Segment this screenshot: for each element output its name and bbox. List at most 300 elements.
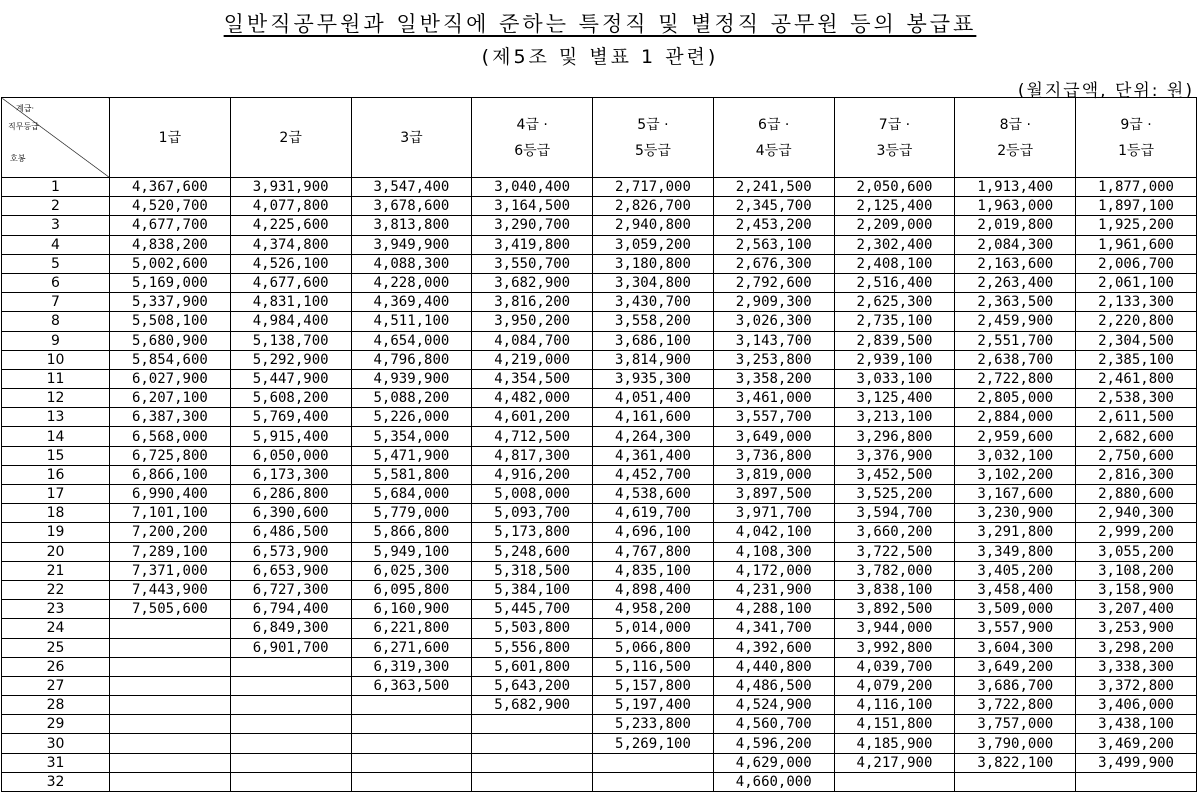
- table-row: [2, 465, 1197, 484]
- salary-cell: [472, 715, 593, 734]
- salary-cell: 5,318,500: [472, 561, 593, 580]
- salary-cell: 4,185,900: [834, 734, 955, 753]
- salary-cell: 2,263,400: [955, 273, 1076, 292]
- salary-cell: 2,459,900: [955, 312, 1076, 331]
- salary-cell: 4,524,900: [713, 696, 834, 715]
- salary-cell: [351, 734, 472, 753]
- salary-cell: 4,835,100: [593, 561, 714, 580]
- salary-cell: 2,019,800: [955, 216, 1076, 235]
- salary-cell: 4,392,600: [713, 638, 834, 657]
- step-cell: 32: [2, 772, 110, 791]
- salary-cell: 1,925,200: [1076, 216, 1197, 235]
- step-cell: 12: [2, 389, 110, 408]
- unit-note: (월지급액, 단위: 원): [1017, 81, 1194, 101]
- step-cell: 19: [2, 523, 110, 542]
- salary-cell: 3,376,900: [834, 446, 955, 465]
- table-row: [2, 254, 1197, 273]
- step-cell: 13: [2, 408, 110, 427]
- salary-cell: 5,002,600: [110, 254, 231, 273]
- step-cell: 9: [2, 331, 110, 350]
- step-cell: 29: [2, 715, 110, 734]
- salary-cell: 6,727,300: [230, 580, 351, 599]
- salary-cell: 3,180,800: [593, 254, 714, 273]
- salary-cell: 3,452,500: [834, 465, 955, 484]
- salary-cell: 7,289,100: [110, 542, 231, 561]
- salary-cell: 4,677,700: [110, 216, 231, 235]
- salary-cell: 2,385,100: [1076, 350, 1197, 369]
- salary-cell: [230, 715, 351, 734]
- salary-cell: 3,944,000: [834, 619, 955, 638]
- salary-cell: [472, 753, 593, 772]
- salary-cell: 2,682,600: [1076, 427, 1197, 446]
- salary-cell: 2,792,600: [713, 273, 834, 292]
- salary-cell: 2,939,100: [834, 350, 955, 369]
- salary-cell: 2,999,200: [1076, 523, 1197, 542]
- grade-header-4: [472, 98, 593, 178]
- salary-cell: 5,769,400: [230, 408, 351, 427]
- table-row: [2, 389, 1197, 408]
- salary-cell: 2,611,500: [1076, 408, 1197, 427]
- salary-cell: 4,796,800: [351, 350, 472, 369]
- salary-cell: [351, 715, 472, 734]
- salary-cell: 3,033,100: [834, 369, 955, 388]
- salary-cell: 5,093,700: [472, 504, 593, 523]
- salary-cell: 6,990,400: [110, 485, 231, 504]
- salary-cell: 4,077,800: [230, 197, 351, 216]
- salary-cell: 4,228,000: [351, 273, 472, 292]
- salary-cell: 6,095,800: [351, 580, 472, 599]
- salary-cell: 3,649,000: [713, 427, 834, 446]
- table-row: [2, 427, 1197, 446]
- salary-cell: 4,619,700: [593, 504, 714, 523]
- salary-cell: 5,779,000: [351, 504, 472, 523]
- salary-cell: 4,767,800: [593, 542, 714, 561]
- salary-cell: 4,712,500: [472, 427, 593, 446]
- grade-header-2: [230, 98, 351, 178]
- grade-header-line: 7급 ·: [878, 116, 911, 133]
- salary-cell: [472, 772, 593, 791]
- salary-cell: 1,913,400: [955, 178, 1076, 197]
- salary-cell: 6,901,700: [230, 638, 351, 657]
- salary-cell: [351, 696, 472, 715]
- salary-cell: [472, 734, 593, 753]
- salary-cell: 6,050,000: [230, 446, 351, 465]
- salary-cell: 2,625,300: [834, 293, 955, 312]
- salary-cell: 2,304,500: [1076, 331, 1197, 350]
- salary-cell: 4,958,200: [593, 600, 714, 619]
- salary-cell: 4,654,000: [351, 331, 472, 350]
- salary-table-body: [2, 178, 1197, 792]
- salary-cell: 6,866,100: [110, 465, 231, 484]
- salary-cell: 2,884,000: [955, 408, 1076, 427]
- salary-cell: 4,601,200: [472, 408, 593, 427]
- step-cell: 16: [2, 465, 110, 484]
- salary-cell: 4,511,100: [351, 312, 472, 331]
- salary-cell: 6,794,400: [230, 600, 351, 619]
- salary-cell: 5,157,800: [593, 676, 714, 695]
- salary-cell: 5,337,900: [110, 293, 231, 312]
- step-cell: 26: [2, 657, 110, 676]
- salary-cell: 3,291,800: [955, 523, 1076, 542]
- salary-cell: 3,108,200: [1076, 561, 1197, 580]
- salary-cell: [110, 772, 231, 791]
- salary-cell: 3,682,900: [472, 273, 593, 292]
- salary-cell: 3,722,500: [834, 542, 955, 561]
- salary-cell: 4,526,100: [230, 254, 351, 273]
- grade-header-line: 5급 ·: [637, 116, 669, 133]
- salary-cell: 2,125,400: [834, 197, 955, 216]
- salary-cell: 6,207,100: [110, 389, 231, 408]
- salary-cell: 2,084,300: [955, 235, 1076, 254]
- table-row: [2, 600, 1197, 619]
- salary-cell: 4,660,000: [713, 772, 834, 791]
- salary-cell: 5,233,800: [593, 715, 714, 734]
- salary-cell: 2,006,700: [1076, 254, 1197, 273]
- salary-cell: 4,916,200: [472, 465, 593, 484]
- salary-cell: 3,971,700: [713, 504, 834, 523]
- salary-cell: 6,568,000: [110, 427, 231, 446]
- salary-table: [1, 97, 1197, 792]
- salary-cell: [110, 696, 231, 715]
- salary-cell: 3,406,000: [1076, 696, 1197, 715]
- salary-cell: 3,949,900: [351, 235, 472, 254]
- table-row: [2, 734, 1197, 753]
- table-row: [2, 312, 1197, 331]
- salary-cell: 4,696,100: [593, 523, 714, 542]
- salary-cell: 7,101,100: [110, 504, 231, 523]
- salary-cell: 3,405,200: [955, 561, 1076, 580]
- table-row: [2, 216, 1197, 235]
- step-cell: 4: [2, 235, 110, 254]
- salary-cell: 3,931,900: [230, 178, 351, 197]
- grade-header-line: 3급: [400, 129, 423, 146]
- salary-cell: 3,558,200: [593, 312, 714, 331]
- salary-cell: [110, 619, 231, 638]
- grade-header-line: 6급 ·: [758, 116, 790, 133]
- grade-header-5: [593, 98, 714, 178]
- salary-cell: 4,039,700: [834, 657, 955, 676]
- step-cell: 8: [2, 312, 110, 331]
- salary-cell: 3,230,900: [955, 504, 1076, 523]
- salary-cell: 2,363,500: [955, 293, 1076, 312]
- salary-cell: 5,866,800: [351, 523, 472, 542]
- table-row: [2, 580, 1197, 599]
- salary-cell: [230, 657, 351, 676]
- salary-cell: 2,909,300: [713, 293, 834, 312]
- salary-cell: 3,604,300: [955, 638, 1076, 657]
- salary-cell: 6,387,300: [110, 408, 231, 427]
- salary-cell: [230, 676, 351, 695]
- salary-cell: 3,782,000: [834, 561, 955, 580]
- salary-cell: 5,556,800: [472, 638, 593, 657]
- salary-cell: 2,302,400: [834, 235, 955, 254]
- salary-cell: 5,508,100: [110, 312, 231, 331]
- salary-cell: 5,447,900: [230, 369, 351, 388]
- salary-cell: 2,551,700: [955, 331, 1076, 350]
- salary-cell: 5,949,100: [351, 542, 472, 561]
- salary-cell: 2,538,300: [1076, 389, 1197, 408]
- salary-cell: 3,290,700: [472, 216, 593, 235]
- corner-duty-label: 직무등급: [8, 122, 39, 131]
- salary-cell: 3,950,200: [472, 312, 593, 331]
- salary-cell: 3,164,500: [472, 197, 593, 216]
- salary-cell: 5,197,400: [593, 696, 714, 715]
- salary-cell: 4,108,300: [713, 542, 834, 561]
- salary-cell: 6,027,900: [110, 369, 231, 388]
- salary-cell: 5,088,200: [351, 389, 472, 408]
- salary-cell: 3,055,200: [1076, 542, 1197, 561]
- salary-cell: 3,678,600: [351, 197, 472, 216]
- salary-cell: 5,066,800: [593, 638, 714, 657]
- salary-cell: 2,050,600: [834, 178, 955, 197]
- salary-cell: 3,816,200: [472, 293, 593, 312]
- salary-cell: 3,594,700: [834, 504, 955, 523]
- salary-cell: 3,461,000: [713, 389, 834, 408]
- salary-cell: 3,102,200: [955, 465, 1076, 484]
- salary-cell: 3,167,600: [955, 485, 1076, 504]
- salary-cell: 5,138,700: [230, 331, 351, 350]
- salary-cell: 3,547,400: [351, 178, 472, 197]
- salary-cell: 3,458,400: [955, 580, 1076, 599]
- salary-cell: 2,826,700: [593, 197, 714, 216]
- salary-cell: [110, 715, 231, 734]
- table-row: [2, 523, 1197, 542]
- salary-cell: 2,220,800: [1076, 312, 1197, 331]
- salary-cell: 6,160,900: [351, 600, 472, 619]
- salary-cell: 1,897,100: [1076, 197, 1197, 216]
- step-cell: 25: [2, 638, 110, 657]
- salary-cell: 2,717,000: [593, 178, 714, 197]
- step-cell: 23: [2, 600, 110, 619]
- salary-cell: 1,961,600: [1076, 235, 1197, 254]
- step-cell: 2: [2, 197, 110, 216]
- salary-cell: 3,992,800: [834, 638, 955, 657]
- salary-cell: 2,563,100: [713, 235, 834, 254]
- step-cell: 15: [2, 446, 110, 465]
- salary-cell: 4,482,000: [472, 389, 593, 408]
- salary-cell: 4,486,500: [713, 676, 834, 695]
- grade-header-1: [110, 98, 231, 178]
- salary-cell: 4,225,600: [230, 216, 351, 235]
- grade-header-3: [351, 98, 472, 178]
- salary-cell: 4,374,800: [230, 235, 351, 254]
- salary-cell: 3,790,000: [955, 734, 1076, 753]
- table-row: [2, 178, 1197, 197]
- salary-cell: 5,354,000: [351, 427, 472, 446]
- salary-cell: 2,676,300: [713, 254, 834, 273]
- salary-cell: 3,143,700: [713, 331, 834, 350]
- table-row: [2, 273, 1197, 292]
- salary-cell: 3,892,500: [834, 600, 955, 619]
- salary-cell: 4,452,700: [593, 465, 714, 484]
- salary-cell: 5,014,000: [593, 619, 714, 638]
- salary-cell: 7,200,200: [110, 523, 231, 542]
- salary-cell: 3,525,200: [834, 485, 955, 504]
- table-row: [2, 331, 1197, 350]
- salary-cell: 3,349,800: [955, 542, 1076, 561]
- salary-cell: 3,059,200: [593, 235, 714, 254]
- salary-cell: 4,984,400: [230, 312, 351, 331]
- header-row: [2, 98, 1197, 178]
- document-title: 일반직공무원과 일반직에 준하는 특정직 및 별정직 공무원 등의 봉급표: [223, 12, 977, 36]
- salary-cell: 5,226,000: [351, 408, 472, 427]
- salary-cell: 4,264,300: [593, 427, 714, 446]
- salary-cell: 5,116,500: [593, 657, 714, 676]
- salary-cell: 3,819,000: [713, 465, 834, 484]
- salary-cell: 4,084,700: [472, 331, 593, 350]
- salary-cell: 2,461,800: [1076, 369, 1197, 388]
- step-cell: 14: [2, 427, 110, 446]
- table-row: [2, 369, 1197, 388]
- salary-cell: 6,363,500: [351, 676, 472, 695]
- salary-cell: [230, 753, 351, 772]
- salary-cell: 2,940,800: [593, 216, 714, 235]
- step-cell: 5: [2, 254, 110, 273]
- step-cell: 21: [2, 561, 110, 580]
- step-cell: 11: [2, 369, 110, 388]
- salary-cell: 3,935,300: [593, 369, 714, 388]
- salary-cell: 4,354,500: [472, 369, 593, 388]
- salary-cell: 4,161,600: [593, 408, 714, 427]
- salary-cell: 3,550,700: [472, 254, 593, 273]
- salary-cell: [110, 638, 231, 657]
- salary-cell: [110, 734, 231, 753]
- salary-cell: 4,042,100: [713, 523, 834, 542]
- salary-cell: 3,213,100: [834, 408, 955, 427]
- salary-cell: 4,538,600: [593, 485, 714, 504]
- grade-header-line: 6등급: [514, 142, 551, 159]
- salary-cell: 3,557,700: [713, 408, 834, 427]
- table-row: [2, 408, 1197, 427]
- step-cell: 18: [2, 504, 110, 523]
- salary-cell: 3,469,200: [1076, 734, 1197, 753]
- salary-cell: 4,939,900: [351, 369, 472, 388]
- salary-cell: 4,898,400: [593, 580, 714, 599]
- table-row: [2, 657, 1197, 676]
- salary-cell: 5,292,900: [230, 350, 351, 369]
- salary-cell: 4,817,300: [472, 446, 593, 465]
- salary-cell: 3,722,800: [955, 696, 1076, 715]
- salary-cell: 3,207,400: [1076, 600, 1197, 619]
- salary-cell: 4,677,600: [230, 273, 351, 292]
- salary-cell: 3,686,100: [593, 331, 714, 350]
- table-row: [2, 293, 1197, 312]
- salary-cell: 6,319,300: [351, 657, 472, 676]
- salary-cell: [110, 657, 231, 676]
- salary-cell: 4,051,400: [593, 389, 714, 408]
- salary-cell: 6,486,500: [230, 523, 351, 542]
- salary-cell: 6,221,800: [351, 619, 472, 638]
- salary-cell: 5,581,800: [351, 465, 472, 484]
- salary-cell: 5,684,000: [351, 485, 472, 504]
- step-cell: 7: [2, 293, 110, 312]
- salary-cell: 4,288,100: [713, 600, 834, 619]
- salary-cell: 3,897,500: [713, 485, 834, 504]
- step-cell: 3: [2, 216, 110, 235]
- table-row: [2, 446, 1197, 465]
- table-row: [2, 561, 1197, 580]
- step-cell: 27: [2, 676, 110, 695]
- grade-header-line: 9급 ·: [1120, 116, 1152, 133]
- salary-cell: 4,341,700: [713, 619, 834, 638]
- grade-header-line: 1급: [158, 129, 182, 146]
- corner-step-label: 호봉: [10, 154, 26, 163]
- step-cell: 24: [2, 619, 110, 638]
- table-row: [2, 676, 1197, 695]
- salary-cell: 3,253,800: [713, 350, 834, 369]
- salary-cell: 6,725,800: [110, 446, 231, 465]
- salary-cell: [230, 734, 351, 753]
- salary-cell: [593, 753, 714, 772]
- salary-cell: 3,557,900: [955, 619, 1076, 638]
- salary-cell: 3,736,800: [713, 446, 834, 465]
- salary-cell: 4,838,200: [110, 235, 231, 254]
- salary-cell: 3,438,100: [1076, 715, 1197, 734]
- salary-cell: 7,443,900: [110, 580, 231, 599]
- step-cell: 31: [2, 753, 110, 772]
- salary-cell: 2,750,600: [1076, 446, 1197, 465]
- document-subtitle: (제5조 및 별표 1 관련): [481, 46, 719, 68]
- salary-cell: 6,286,800: [230, 485, 351, 504]
- salary-cell: 3,509,000: [955, 600, 1076, 619]
- salary-cell: [351, 772, 472, 791]
- step-cell: 30: [2, 734, 110, 753]
- salary-cell: 4,440,800: [713, 657, 834, 676]
- salary-cell: 3,686,700: [955, 676, 1076, 695]
- salary-cell: 6,271,600: [351, 638, 472, 657]
- grade-header-line: 1등급: [1118, 142, 1155, 159]
- salary-cell: 2,453,200: [713, 216, 834, 235]
- salary-cell: [593, 772, 714, 791]
- salary-cell: 2,408,100: [834, 254, 955, 273]
- salary-cell: 5,680,900: [110, 331, 231, 350]
- salary-cell: 6,390,600: [230, 504, 351, 523]
- salary-cell: 7,371,000: [110, 561, 231, 580]
- table-row: [2, 772, 1197, 791]
- salary-cell: 4,217,900: [834, 753, 955, 772]
- salary-cell: 3,158,900: [1076, 580, 1197, 599]
- step-cell: 22: [2, 580, 110, 599]
- salary-cell: 3,125,400: [834, 389, 955, 408]
- salary-cell: 2,722,800: [955, 369, 1076, 388]
- salary-cell: [351, 753, 472, 772]
- salary-cell: [110, 676, 231, 695]
- salary-cell: 6,849,300: [230, 619, 351, 638]
- salary-cell: 4,520,700: [110, 197, 231, 216]
- salary-cell: 2,816,300: [1076, 465, 1197, 484]
- salary-cell: 4,088,300: [351, 254, 472, 273]
- salary-cell: 2,345,700: [713, 197, 834, 216]
- salary-cell: [230, 772, 351, 791]
- salary-cell: 5,248,600: [472, 542, 593, 561]
- salary-cell: 5,384,100: [472, 580, 593, 599]
- salary-cell: 3,649,200: [955, 657, 1076, 676]
- table-row: [2, 753, 1197, 772]
- salary-cell: 5,173,800: [472, 523, 593, 542]
- salary-cell: 5,915,400: [230, 427, 351, 446]
- salary-cell: 6,653,900: [230, 561, 351, 580]
- salary-cell: 5,503,800: [472, 619, 593, 638]
- salary-cell: 6,173,300: [230, 465, 351, 484]
- salary-cell: 3,040,400: [472, 178, 593, 197]
- grade-header-line: 3등급: [876, 142, 913, 159]
- table-row: [2, 638, 1197, 657]
- grade-header-line: 2등급: [997, 142, 1034, 159]
- salary-cell: 5,471,900: [351, 446, 472, 465]
- salary-cell: 3,660,200: [834, 523, 955, 542]
- salary-cell: 5,169,000: [110, 273, 231, 292]
- salary-cell: 5,269,100: [593, 734, 714, 753]
